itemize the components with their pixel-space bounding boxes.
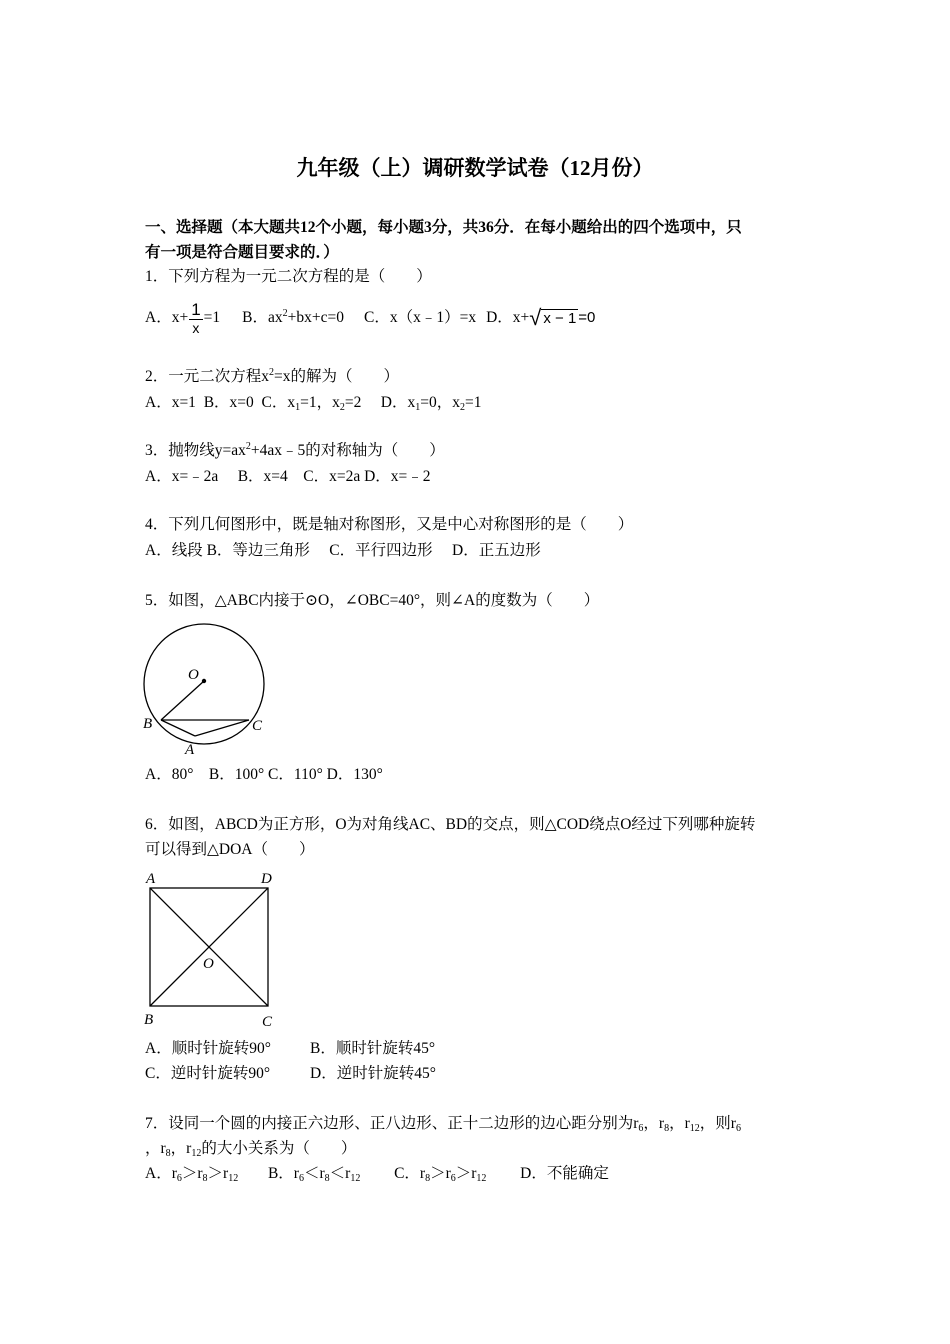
q2-option-a: A．x=1 [145, 394, 196, 411]
q1-option-a: A．x+ $\frac{1}{x}$ =1 [145, 299, 221, 336]
q1-options [145, 298, 595, 338]
q5-circle-figure [138, 620, 278, 760]
q6-option-b: B．顺时针旋转45° [310, 1040, 436, 1057]
q6-stem-line2: 可以得到△DOA（ ） [145, 841, 315, 858]
label-a: A [146, 871, 156, 887]
sqrt-icon: √ x − 1 [529, 304, 577, 330]
q6-option-a: A．顺时针旋转90° [145, 1040, 271, 1057]
fraction-one-over-x: $\frac{1}{x}$ [191, 299, 201, 336]
q3-options: A．x=﹣2a B．x=4 C．x=2a D．x=﹣2 [145, 468, 431, 485]
q5-stem: 5．如图，△ABC内接于⊙O，∠OBC=40°，则∠A的度数为（ ） [145, 592, 600, 609]
q7-stem-line2: ，$r_8$，$r_{12}$的大小关系为（ ） [145, 1140, 357, 1159]
q3-stem: 3．抛物线$y=ax^2+4ax﹣5$的对称轴为（ ） [145, 441, 445, 459]
label-a: A [185, 742, 195, 758]
q7-options [145, 1164, 609, 1184]
q6-option-c: C．逆时针旋转90° [145, 1065, 271, 1082]
q1-option-c: C．x（x﹣1）=x [363, 309, 477, 326]
page-title: 九年级（上）调研数学试卷（12月份） [296, 156, 654, 180]
q4-options: A．线段 B．等边三角形 C．平行四边形 D．正五边形 [145, 542, 541, 559]
q2-option-d: D．$x_1=0$，$x_2=1$ [380, 394, 482, 413]
label-o: O [203, 956, 214, 972]
q7-option-b: B．$r_6<r_8<r_{12}$ [267, 1165, 361, 1184]
q4-stem: 4．下列几何图形中，既是轴对称图形，又是中心对称图形的是（ ） [145, 516, 634, 533]
section-header-line1: 一、选择题（本大题共12个小题，每小题3分，共36分．在每小题给出的四个选项中，只 [145, 219, 742, 236]
label-d: D [261, 871, 272, 887]
q1-option-b: B．$ax^2+bx+c=0$ [242, 308, 344, 326]
q7-option-a: A．$r_6>r_8>r_{12}$ [145, 1165, 239, 1184]
q6-square-figure [138, 866, 288, 1032]
q7-option-d: D．不能确定 [520, 1165, 609, 1182]
q2-stem: 2．一元二次方程$x^2=x$的解为（ ） [145, 367, 400, 385]
q1-option-d: D．x+√ x − 1 =0 [486, 304, 596, 330]
q2-option-c: C．$x_1=1$，$x_2=2$ [261, 394, 362, 413]
label-c: C [262, 1014, 273, 1030]
q5-options: A．80° B．100° C．110° D．130° [145, 766, 383, 783]
q7-stem-line1: 7．设同一个圆的内接正六边形、正八边形、正十二边形的边心距分别为$r_6$，$r_8$，$r_{12}$，则$r_6$ [145, 1115, 741, 1134]
q6-option-d: D．逆时针旋转45° [310, 1065, 436, 1082]
q1-stem: 1．下列方程为一元二次方程的是（ ） [145, 268, 432, 285]
q6-stem-line1: 6．如图，ABCD为正方形，O为对角线AC、BD的交点，则△COD绕点O经过下列哪种旋转 [145, 816, 756, 833]
label-b: B [143, 716, 153, 732]
label-c: C [252, 718, 263, 734]
q7-option-c: C．$r_8>r_6>r_{12}$ [394, 1165, 487, 1184]
label-o: O [188, 667, 199, 683]
section-header-line2: 有一项是符合题目要求的．） [145, 244, 339, 261]
q2-options [145, 393, 481, 413]
q2-option-b: B．x=0 [203, 394, 254, 411]
label-b: B [144, 1012, 154, 1028]
